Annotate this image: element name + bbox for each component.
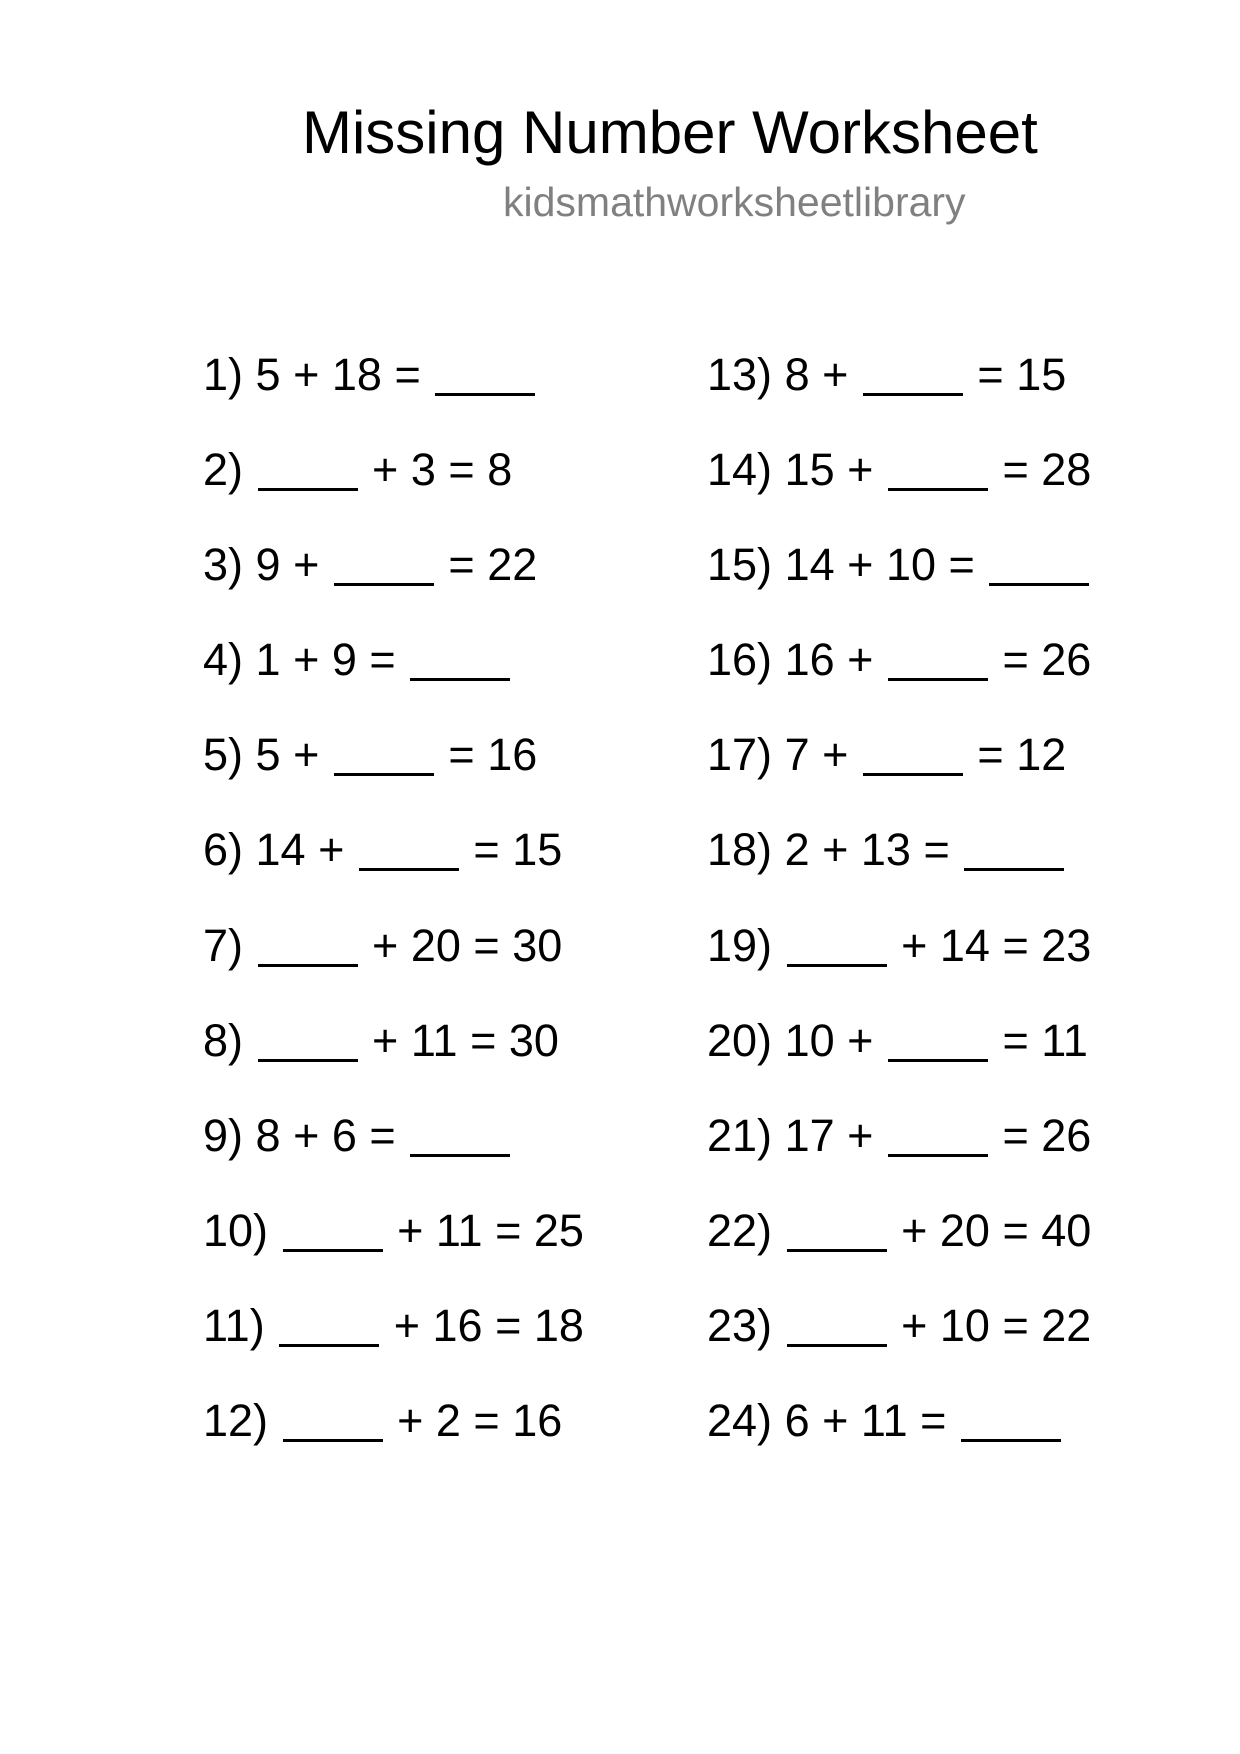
problem-number: 10) (203, 1204, 269, 1256)
equals-sign: = (473, 824, 500, 876)
sum: 18 (533, 1299, 584, 1351)
answer-blank[interactable] (964, 820, 1064, 871)
problem-number: 14) (707, 444, 773, 496)
equals-sign: = (1002, 444, 1029, 496)
problem-number: 18) (707, 824, 773, 876)
addend-2: 18 (331, 349, 382, 400)
plus-sign: + (372, 919, 399, 971)
addend-1: 6 (784, 1395, 810, 1447)
answer-blank[interactable] (961, 1391, 1061, 1442)
plus-sign: + (293, 1109, 320, 1161)
problem-item (707, 1391, 1091, 1486)
problem-item (203, 725, 584, 820)
problem-number: 1) (203, 349, 244, 400)
equals-sign: = (977, 349, 1004, 400)
plus-sign: + (293, 349, 320, 400)
plus-sign: + (822, 824, 849, 876)
answer-blank[interactable] (283, 1201, 383, 1252)
problem-item (203, 820, 584, 915)
plus-sign: + (901, 919, 928, 971)
problem-item (203, 916, 584, 1011)
answer-blank[interactable] (279, 1296, 379, 1347)
equals-sign: = (369, 634, 396, 686)
problem-number: 19) (707, 919, 773, 971)
answer-blank[interactable] (435, 345, 535, 396)
problem-number: 4) (203, 634, 244, 686)
equals-sign: = (1002, 1299, 1029, 1351)
addend-1: 7 (784, 729, 810, 781)
worksheet-title: Missing Number Worksheet (302, 99, 1038, 166)
addend-2: 10 (885, 539, 936, 591)
plus-sign: + (393, 1299, 421, 1351)
equals-sign: = (448, 729, 475, 781)
plus-sign: + (901, 1299, 928, 1351)
sum: 28 (1041, 444, 1092, 496)
sum: 22 (1041, 1299, 1092, 1351)
sum: 26 (1041, 1109, 1092, 1161)
sum: 23 (1041, 919, 1092, 971)
addend-1: 14 (255, 824, 306, 876)
plus-sign: + (372, 444, 399, 496)
answer-blank[interactable] (787, 916, 887, 967)
answer-blank[interactable] (258, 440, 358, 491)
sum: 15 (1016, 349, 1067, 400)
problem-item (203, 1201, 584, 1296)
problem-number: 22) (707, 1204, 773, 1256)
problem-number: 5) (203, 729, 244, 781)
equals-sign: = (495, 1204, 522, 1256)
answer-blank[interactable] (359, 820, 459, 871)
plus-sign: + (293, 729, 320, 781)
equals-sign: = (473, 919, 500, 971)
addend-2: 14 (939, 919, 990, 971)
sum: 30 (512, 919, 563, 971)
equals-sign: = (1002, 1109, 1029, 1161)
answer-blank[interactable] (410, 1106, 510, 1157)
answer-blank[interactable] (888, 630, 988, 681)
answer-blank[interactable] (888, 440, 988, 491)
addend-1: 1 (255, 634, 281, 686)
problem-number: 11) (203, 1299, 265, 1351)
equals-sign: = (448, 539, 475, 591)
problem-item (203, 345, 584, 440)
answer-blank[interactable] (258, 1011, 358, 1062)
answer-blank[interactable] (888, 1011, 988, 1062)
sum: 16 (512, 1395, 563, 1447)
problem-number: 17) (707, 729, 773, 781)
addend-1: 9 (255, 539, 281, 591)
equals-sign: = (1002, 1014, 1029, 1066)
sum: 26 (1041, 634, 1092, 686)
problem-number: 24) (707, 1395, 773, 1447)
addend-1: 8 (255, 1109, 281, 1161)
plus-sign: + (847, 539, 874, 591)
equals-sign: = (1002, 919, 1029, 971)
equals-sign: = (369, 1109, 396, 1161)
problem-item (707, 725, 1091, 820)
addend-1: 16 (784, 634, 835, 686)
addend-1: 10 (784, 1014, 835, 1066)
answer-blank[interactable] (283, 1391, 383, 1442)
addend-1: 2 (784, 824, 810, 876)
answer-blank[interactable] (334, 535, 434, 586)
answer-blank[interactable] (410, 630, 510, 681)
sum: 8 (487, 444, 513, 496)
answer-blank[interactable] (989, 535, 1089, 586)
plus-sign: + (372, 1014, 399, 1066)
addend-2: 16 (432, 1299, 483, 1351)
addend-2: 2 (435, 1395, 461, 1447)
equals-sign: = (920, 1395, 947, 1447)
plus-sign: + (397, 1395, 424, 1447)
equals-sign: = (470, 1014, 497, 1066)
sum: 25 (533, 1204, 584, 1256)
equals-sign: = (473, 1395, 500, 1447)
plus-sign: + (293, 539, 320, 591)
addend-2: 6 (331, 1109, 357, 1161)
worksheet-source: kidsmathworksheetlibrary (503, 179, 966, 225)
problem-number: 23) (707, 1299, 773, 1351)
sum: 22 (487, 539, 538, 591)
problem-number: 9) (203, 1109, 244, 1161)
plus-sign: + (847, 1014, 874, 1066)
problem-number: 6) (203, 824, 244, 876)
sum: 12 (1016, 729, 1067, 781)
plus-sign: + (822, 729, 849, 781)
plus-sign: + (293, 634, 320, 686)
problem-item (707, 1201, 1091, 1296)
addend-2: 11 (410, 1014, 458, 1066)
answer-blank[interactable] (888, 1106, 988, 1157)
sum: 40 (1041, 1204, 1092, 1256)
problem-number: 16) (707, 634, 773, 686)
plus-sign: + (822, 349, 849, 400)
problem-item (707, 1296, 1091, 1391)
addend-2: 9 (331, 634, 357, 686)
problem-item (707, 820, 1091, 915)
equals-sign: = (394, 349, 421, 400)
plus-sign: + (397, 1204, 424, 1256)
addend-2: 10 (939, 1299, 990, 1351)
equals-sign: = (977, 729, 1004, 781)
addend-2: 20 (410, 919, 461, 971)
addend-2: 13 (860, 824, 911, 876)
problem-number: 12) (203, 1395, 269, 1447)
plus-sign: + (847, 634, 874, 686)
problem-item (203, 1391, 584, 1486)
plus-sign: + (901, 1204, 928, 1256)
addend-1: 5 (255, 349, 281, 400)
addend-1: 14 (784, 539, 835, 591)
answer-blank[interactable] (863, 725, 963, 776)
problem-item (203, 1296, 584, 1391)
addend-2: 11 (435, 1204, 483, 1256)
equals-sign: = (1002, 634, 1029, 686)
problem-number: 7) (203, 919, 244, 971)
answer-blank[interactable] (258, 916, 358, 967)
plus-sign: + (318, 824, 345, 876)
problem-number: 15) (707, 539, 773, 591)
problem-item (203, 1011, 584, 1106)
sum: 16 (487, 729, 538, 781)
answer-blank[interactable] (863, 345, 963, 396)
problem-number: 20) (707, 1014, 773, 1066)
problem-item (203, 440, 584, 535)
addend-1: 5 (255, 729, 281, 781)
problem-number: 3) (203, 539, 244, 591)
equals-sign: = (448, 444, 475, 496)
answer-blank[interactable] (787, 1296, 887, 1347)
problem-item (203, 535, 584, 630)
problem-item (707, 916, 1091, 1011)
equals-sign: = (923, 824, 950, 876)
problem-number: 8) (203, 1014, 244, 1066)
addend-2: 20 (939, 1204, 990, 1256)
problem-item (707, 1106, 1091, 1201)
plus-sign: + (822, 1395, 849, 1447)
addend-1: 8 (784, 349, 810, 400)
sum: 15 (512, 824, 563, 876)
sum: 30 (508, 1014, 559, 1066)
problem-item (203, 1106, 584, 1201)
problem-item (707, 1011, 1091, 1106)
problem-item (707, 630, 1091, 725)
addend-1: 17 (784, 1109, 835, 1161)
problem-number: 13) (707, 349, 773, 400)
equals-sign: = (1002, 1204, 1029, 1256)
problem-item (707, 345, 1091, 440)
sum: 11 (1041, 1014, 1088, 1066)
problem-item (707, 440, 1091, 535)
addend-1: 15 (784, 444, 835, 496)
equals-sign: = (495, 1299, 522, 1351)
problem-item (707, 535, 1091, 630)
problem-number: 21) (707, 1109, 773, 1161)
answer-blank[interactable] (334, 725, 434, 776)
addend-2: 11 (860, 1395, 908, 1447)
plus-sign: + (847, 444, 874, 496)
problems-column-right (707, 345, 1091, 1486)
addend-2: 3 (410, 444, 436, 496)
problem-number: 2) (203, 444, 244, 496)
answer-blank[interactable] (787, 1201, 887, 1252)
problem-item (203, 630, 584, 725)
problems-column-left (203, 345, 584, 1486)
equals-sign: = (948, 539, 975, 591)
plus-sign: + (847, 1109, 874, 1161)
